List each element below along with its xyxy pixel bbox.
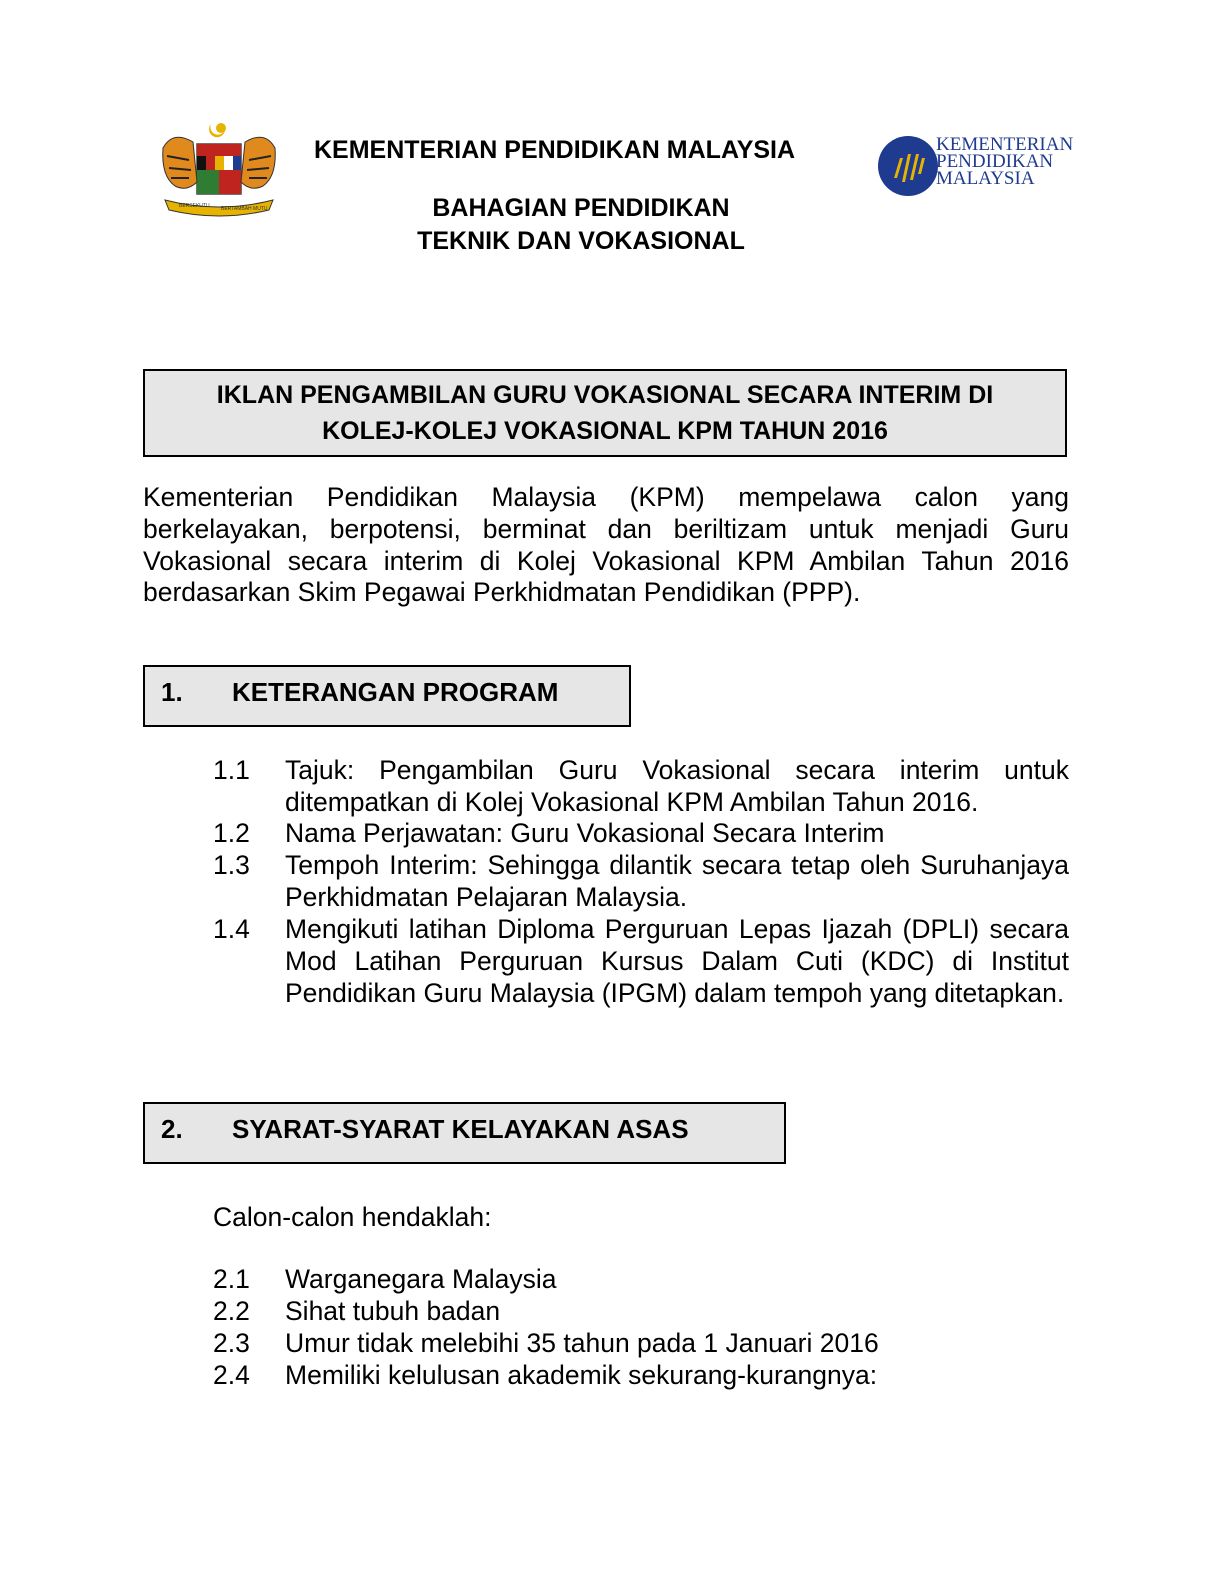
section-2-number: 2. bbox=[161, 1114, 183, 1144]
crest-motto-right: BERTAMBAH MUTU bbox=[221, 206, 268, 212]
item-number: 2.1 bbox=[213, 1264, 250, 1294]
item-number: 2.2 bbox=[213, 1296, 250, 1326]
section-2-heading-box bbox=[143, 1102, 786, 1164]
item-text: Sihat tubuh badan bbox=[285, 1296, 501, 1326]
crest-motto-left: BERSEKUTU bbox=[179, 203, 210, 209]
item-number: 1.4 bbox=[213, 914, 250, 944]
list-item-1-3 bbox=[213, 850, 1069, 914]
advertisement-title-box bbox=[143, 369, 1067, 457]
item-text: Nama Perjawatan: Guru Vokasional Secara Interim bbox=[285, 818, 885, 848]
item-number: 1.3 bbox=[213, 850, 250, 880]
division-line-2: TEKNIK DAN VOKASIONAL bbox=[417, 227, 745, 255]
kpm-logo-line-1: KEMENTERIAN bbox=[936, 134, 1074, 155]
item-text: Mengikuti latihan Diploma Perguruan Lepas Ijazah (DPLI) secara Mod Latihan Perguruan Kursus Dalam Cuti (KDC) di Institut Pendidikan Guru Malaysia (IPGM) dalam tempoh yang ditetapkan. bbox=[285, 914, 1069, 1008]
division-line-1: BAHAGIAN PENDIDIKAN bbox=[432, 194, 730, 222]
list-item-1-4 bbox=[213, 914, 1069, 1009]
item-text: Umur tidak melebihi 35 tahun pada 1 Januari 2016 bbox=[285, 1328, 879, 1358]
section-2-heading: SYARAT-SYARAT KELAYAKAN ASAS bbox=[232, 1114, 689, 1144]
section-1-heading: KETERANGAN PROGRAM bbox=[232, 677, 559, 707]
list-item-2-4 bbox=[213, 1360, 1069, 1392]
list-item-2-1 bbox=[213, 1264, 1069, 1296]
kpm-logo-line-2: PENDIDIKAN bbox=[936, 151, 1054, 172]
intro-paragraph: Kementerian Pendidikan Malaysia (KPM) mempelawa calon yang berkelayakan, berpotensi, berminat dan beriltizam untuk menjadi Guru Vokasional secara interim di Kolej Vokasional KPM Ambilan Tahun 2016 berdasarkan Skim Pegawai Perkhidmatan Pendidikan (PPP). bbox=[143, 482, 1069, 608]
item-text: Warganegara Malaysia bbox=[285, 1264, 557, 1294]
item-number: 2.3 bbox=[213, 1328, 250, 1358]
list-item-1-2 bbox=[213, 818, 1069, 850]
list-item-1-1 bbox=[213, 755, 1069, 819]
item-number: 1.1 bbox=[213, 755, 250, 785]
section-2-lead: Calon-calon hendaklah: bbox=[213, 1202, 492, 1232]
item-text: Memiliki kelulusan akademik sekurang-kurangnya: bbox=[285, 1360, 878, 1390]
kpm-logo bbox=[876, 132, 1074, 198]
item-number: 1.2 bbox=[213, 818, 250, 848]
item-text: Tempoh Interim: Sehingga dilantik secara tetap oleh Suruhanjaya Perkhidmatan Pelajaran Malaysia. bbox=[285, 850, 1069, 912]
section-1-number: 1. bbox=[161, 677, 183, 707]
ministry-heading: KEMENTERIAN PENDIDIKAN MALAYSIA bbox=[314, 136, 796, 164]
list-item-2-2 bbox=[213, 1296, 1069, 1328]
kpm-emblem-icon bbox=[876, 134, 940, 198]
division-heading bbox=[314, 192, 848, 258]
item-number: 2.4 bbox=[213, 1360, 250, 1390]
list-item-2-3 bbox=[213, 1328, 1069, 1360]
title-line-2: KOLEJ-KOLEJ VOKASIONAL KPM TAHUN 2016 bbox=[322, 417, 888, 445]
section-1-heading-box bbox=[143, 665, 631, 727]
kpm-logo-line-3: MALAYSIA bbox=[936, 168, 1035, 189]
title-line-1: IKLAN PENGAMBILAN GURU VOKASIONAL SECARA INTERIM DI bbox=[216, 381, 994, 409]
coat-of-arms-logo bbox=[155, 118, 283, 218]
item-text: Tajuk: Pengambilan Guru Vokasional secara interim untuk ditempatkan di Kolej Vokasional KPM Ambilan Tahun 2016. bbox=[285, 755, 1069, 817]
